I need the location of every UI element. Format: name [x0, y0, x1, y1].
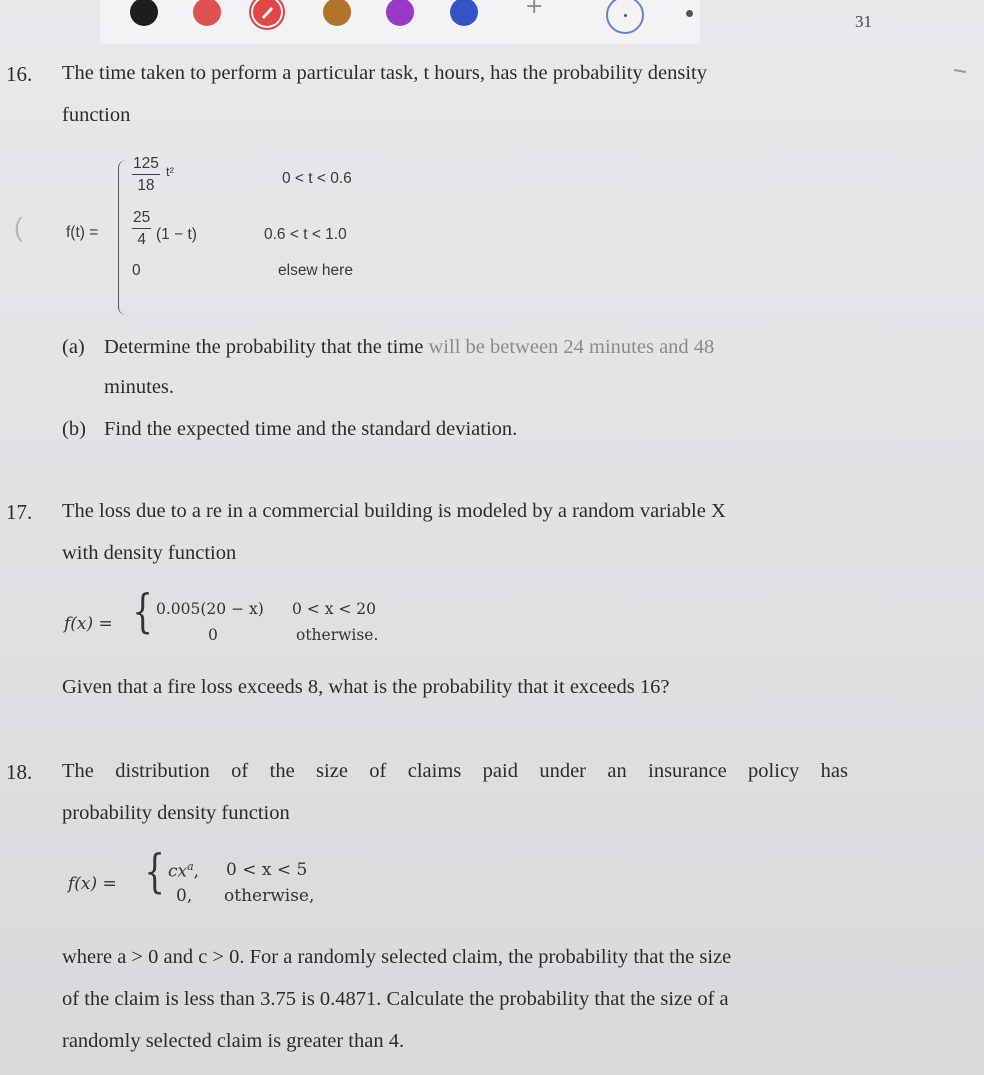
case2-fraction: $\frac{25}{4}$	[133, 209, 151, 248]
case1-condition: 0 < x < 20	[292, 600, 377, 618]
question-18-line5: randomly selected claim is greater than 4.	[62, 1030, 405, 1052]
question-16-line2: function	[62, 104, 131, 126]
color-purple-button[interactable]	[386, 0, 414, 26]
case1-expr: 0.005(20 − x)	[156, 600, 264, 618]
question-16-number: 16.	[6, 62, 33, 86]
question-18-number: 18.	[6, 760, 33, 784]
question-18-line4: of the claim is less than 3.75 is 0.4871. Calculate the probability that the size of a	[62, 988, 729, 1010]
case1-tail: t²	[166, 164, 174, 179]
piecewise-brace: {	[144, 844, 165, 898]
large-dot-icon[interactable]	[686, 10, 693, 17]
page-number: 31	[855, 12, 872, 31]
question-17-question: Given that a fire loss exceeds 8, what is the probability that it exceeds 16?	[62, 676, 670, 698]
case2-condition: otherwise.	[296, 626, 379, 644]
question-16-line1: The time taken to perform a particular task, t hours, has the probability density	[62, 62, 707, 84]
case2-expr: 0	[208, 626, 218, 644]
part-a-label: (a)	[62, 336, 85, 358]
color-black-button[interactable]	[130, 0, 158, 26]
case2-tail: (1 − t)	[156, 226, 197, 243]
margin-bracket-mark: (	[14, 212, 23, 242]
func-lhs: f(x) =	[68, 874, 117, 894]
func-lhs: f(x) =	[64, 614, 113, 634]
question-18-line1: The distribution of the size of claims paid under an insurance policy has	[62, 760, 848, 782]
color-pen-red-button[interactable]	[253, 0, 281, 26]
question-16-density-function	[66, 152, 406, 322]
margin-mark	[954, 69, 966, 73]
question-18-line3: where a > 0 and c > 0. For a randomly selected claim, the probability that the size	[62, 946, 732, 968]
color-red-button[interactable]	[193, 0, 221, 26]
color-brown-button[interactable]	[323, 0, 351, 26]
question-17-line1: The loss due to a re in a commercial building is modeled by a random variable X	[62, 500, 726, 522]
case1-condition: 0 < x < 5	[226, 860, 308, 880]
color-blue-button[interactable]	[450, 0, 478, 26]
part-b-label: (b)	[62, 418, 86, 440]
case1-fraction: $\frac{125}{18}$	[133, 155, 159, 194]
func-lhs: f(t) =	[66, 224, 99, 241]
dot-tool-button[interactable]	[606, 0, 644, 34]
case2-expr: 0,	[176, 886, 193, 906]
plus-icon[interactable]: +	[525, 0, 544, 19]
case2-condition: 0.6 < t < 1.0	[264, 226, 347, 243]
part-a-text-line2: minutes.	[104, 376, 175, 398]
case2-condition: otherwise,	[224, 886, 315, 906]
annotation-toolbar	[100, 0, 700, 44]
part-a-text: Determine the probability that the time will be between 24 minutes and 48	[104, 336, 715, 358]
question-18-line2: probability density function	[62, 802, 290, 824]
part-b-text: Find the expected time and the standard deviation.	[104, 418, 518, 440]
question-17-number: 17.	[6, 500, 33, 524]
case3-expr: 0	[132, 262, 141, 279]
piecewise-brace	[118, 160, 127, 315]
case1-condition: 0 < t < 0.6	[282, 170, 352, 187]
piecewise-brace: {	[132, 584, 153, 638]
dot-icon	[624, 14, 627, 17]
case3-condition: elsew here	[278, 262, 353, 279]
pen-icon	[253, 0, 281, 26]
question-17-line2: with density function	[62, 542, 237, 564]
case1-expr: $cx^a$,	[168, 860, 200, 882]
